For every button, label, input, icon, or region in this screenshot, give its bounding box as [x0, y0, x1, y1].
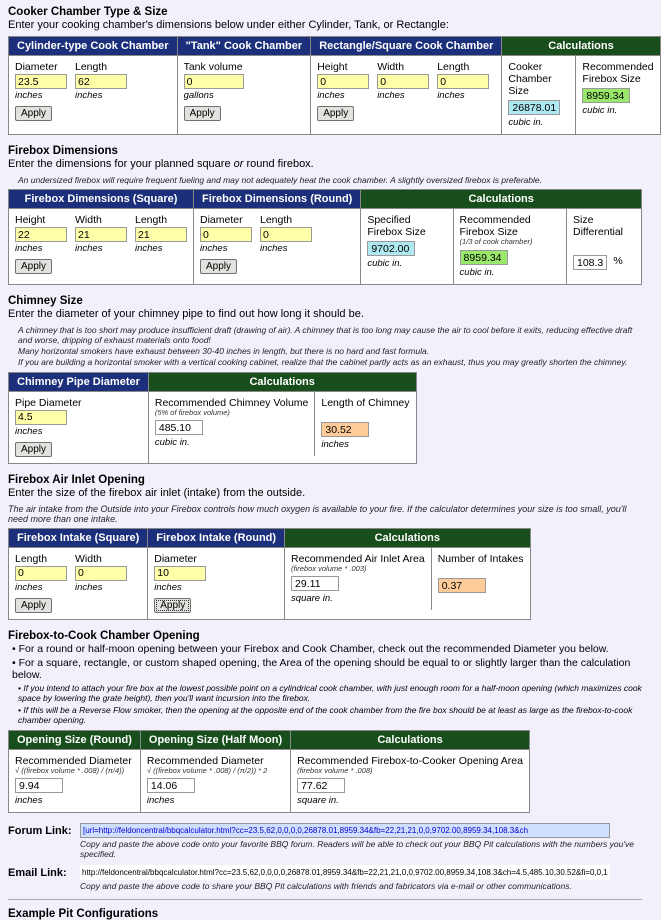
panel-head-opening-round: Opening Size (Round)	[9, 731, 140, 750]
input-cylinder-length[interactable]	[75, 74, 127, 89]
input-rect-width[interactable]	[377, 74, 429, 89]
panel-head-chamber-calc: Calculations	[502, 37, 659, 56]
label-cylinder-length: Length	[75, 61, 108, 73]
field-pipe-diameter	[15, 397, 82, 437]
calc-chimney-length	[315, 392, 415, 456]
units-firebox-width: inches	[75, 243, 103, 255]
input-rect-length[interactable]	[437, 74, 489, 89]
units-opening-half-diameter: inches	[146, 794, 175, 806]
label-opening-half-diameter: Recommended Diameter	[146, 754, 264, 767]
label-number-of-intakes: Number of Intakes	[437, 552, 524, 565]
label-recommended-firebox-size-2: Recommended Firebox Size	[459, 214, 531, 239]
apply-button-intake-square[interactable]: Apply	[15, 598, 52, 613]
panel-head-inlet-calc: Calculations	[285, 529, 529, 548]
panel-cylinder-chamber	[9, 37, 178, 134]
label-rect-length: Length	[437, 61, 470, 73]
panel-head-chimney-pipe: Chimney Pipe Diameter	[9, 373, 148, 392]
chamber-panels	[8, 36, 661, 135]
section-desc-inlet: Enter the size of the firebox air inlet (intake) from the outside.	[8, 486, 306, 499]
section-title-opening: Firebox-to-Cook Chamber Opening	[8, 629, 200, 642]
input-firebox-height[interactable]	[15, 227, 67, 242]
panel-firebox-square	[9, 190, 194, 283]
panel-head-intake-square: Firebox Intake (Square)	[9, 529, 147, 548]
section-desc-firebox	[8, 158, 642, 170]
sub-opening-area: (firebox volume * .008)	[297, 765, 373, 775]
formula-opening-half: √ ((firebox volume * .008) / (π/2)) * 2	[146, 765, 268, 775]
email-link-label: Email Link:	[8, 866, 67, 879]
panel-firebox-round	[194, 190, 361, 283]
units-rect-length: inches	[437, 90, 465, 101]
field-firebox-round-length	[260, 214, 312, 254]
inlet-panels	[8, 528, 531, 620]
panel-head-firebox-square: Firebox Dimensions (Square)	[9, 190, 193, 209]
section-desc-chimney: Enter the diameter of your chimney pipe to find out how long it should be.	[8, 307, 364, 320]
firebox-desc-em: or	[233, 158, 244, 171]
panel-opening-round	[9, 731, 141, 812]
calc-opening-round-diameter	[9, 750, 138, 812]
label-firebox-height: Height	[15, 214, 46, 227]
calc-opening-half-diameter	[141, 750, 273, 812]
apply-button-intake-round[interactable]: Apply	[154, 598, 191, 613]
units-chimney-length: inches	[321, 438, 349, 450]
input-firebox-round-length[interactable]	[260, 227, 312, 242]
label-cook-chamber-size: Cooker Chamber Size	[508, 61, 552, 98]
panel-firebox-calculations	[361, 190, 641, 283]
section-title-firebox: Firebox Dimensions	[8, 145, 118, 158]
calc-cook-chamber-size	[502, 56, 576, 134]
units-tank-volume: gallons	[183, 90, 214, 101]
footer-title: Example Pit Configurations	[8, 907, 159, 920]
input-firebox-length[interactable]	[135, 227, 187, 242]
label-firebox-round-length: Length	[260, 214, 293, 227]
label-size-differential: Size Differential	[573, 214, 623, 239]
opening-panels	[8, 730, 530, 813]
panel-head-opening-half-moon: Opening Size (Half Moon)	[141, 731, 290, 750]
units-firebox-round-length: inches	[260, 243, 288, 255]
units-firebox-length: inches	[135, 243, 163, 255]
panel-head-firebox-calc: Calculations	[361, 190, 641, 209]
value-chimney-volume: 485.10	[155, 420, 203, 435]
value-number-of-intakes: 0.37	[438, 578, 486, 593]
label-recommended-firebox-size: Recommended Firebox Size	[582, 61, 654, 86]
footer-divider	[8, 899, 642, 900]
label-firebox-round-diameter: Diameter	[200, 214, 243, 227]
panel-opening-calculations	[291, 731, 529, 812]
inlet-note: The air intake from the Outside into your Firebox controls how much oxygen is available to your fire. If the calculator determines your size is too small, you'll need more than one intake.	[8, 503, 627, 524]
input-intake-width[interactable]	[75, 566, 127, 581]
units-intake-width: inches	[75, 581, 103, 593]
label-intake-width: Width	[75, 552, 102, 565]
panel-head-opening-calc: Calculations	[291, 731, 529, 750]
opening-bullet-0: • For a round or half-moon opening between your Firebox and Cook Chamber, check out the recommended Diameter you below.	[12, 642, 609, 655]
opening-subbullet-1: • If this will be a Reverse Flow smoker, then the opening at the opposite end of the cook chamber from the fire box should be at least as large as the firebox-to-cook chamber opening.	[18, 704, 633, 725]
panel-head-cylinder: Cylinder-type Cook Chamber	[9, 37, 177, 56]
label-opening-round-diameter: Recommended Diameter	[15, 754, 132, 767]
value-air-inlet-area: 29.11	[291, 576, 339, 591]
panel-tank-chamber	[178, 37, 312, 134]
label-rect-height: Height	[317, 61, 348, 73]
field-firebox-round-diameter	[200, 214, 252, 254]
email-link-hint: Copy and paste the above code to share your BBQ Pit calculations with friends and fabricators via e-mail or other communications.	[80, 880, 572, 891]
field-intake-diameter	[154, 553, 206, 593]
units-air-inlet-area: square in.	[291, 592, 333, 604]
units-pipe-diameter: inches	[15, 425, 43, 437]
panel-inlet-calculations	[285, 529, 529, 619]
panel-head-chimney-calc: Calculations	[149, 373, 416, 392]
units-rect-height: inches	[317, 90, 345, 101]
forum-link-label: Forum Link:	[8, 824, 72, 837]
label-firebox-width: Width	[75, 214, 102, 227]
apply-button-firebox-square[interactable]: Apply	[15, 259, 52, 274]
section-title-chimney: Chimney Size	[8, 294, 83, 307]
value-opening-round-diameter: 9.94	[15, 778, 63, 793]
calc-size-differential	[567, 209, 641, 283]
field-intake-width	[75, 553, 127, 593]
forum-link-row	[8, 823, 642, 838]
forum-link-input[interactable]	[80, 823, 610, 838]
label-chimney-volume: Recommended Chimney Volume	[154, 396, 309, 409]
chimney-note-1: Many horizontal smokers have exhaust between 30-40 inches in length, but there is no hard and fast formula.	[18, 345, 430, 356]
calc-chimney-volume	[149, 392, 316, 456]
chimney-panels	[8, 372, 417, 464]
calc-recommended-firebox-size	[576, 56, 659, 134]
calc-specified-firebox-size	[361, 209, 453, 283]
label-pipe-diameter: Pipe Diameter	[15, 396, 82, 409]
field-rect-length	[437, 61, 489, 101]
panel-chimney-pipe	[9, 373, 149, 463]
units-intake-length: inches	[15, 581, 43, 593]
apply-button-tank[interactable]: Apply	[184, 106, 221, 121]
label-chimney-length: Length of Chimney	[321, 396, 410, 409]
panel-intake-square	[9, 529, 148, 619]
label-intake-diameter: Diameter	[154, 552, 197, 565]
units-firebox-round-diameter: inches	[200, 243, 228, 255]
calc-opening-area	[291, 750, 529, 812]
input-tank-volume[interactable]	[184, 74, 244, 89]
apply-button-chimney[interactable]: Apply	[15, 442, 52, 457]
field-rect-height	[317, 61, 369, 101]
units-opening-area: square in.	[297, 794, 339, 806]
email-link-input[interactable]	[80, 865, 610, 880]
units-specified-firebox-size: cubic in.	[367, 258, 403, 270]
panel-chimney-calculations	[149, 373, 416, 463]
field-intake-length	[15, 553, 67, 593]
field-firebox-length	[135, 214, 187, 254]
firebox-panels	[8, 189, 642, 284]
chimney-note-0: A chimney that is too short may produce insufficient draft (drawing of air). A chimney that is too long may cause the air to cool before it exits, reducing effective draft and worse, dripping of exhaust materials onto food!	[18, 324, 633, 345]
units-cylinder-diameter: inches	[15, 90, 43, 101]
value-size-differential: 108.3	[573, 255, 607, 270]
field-rect-width	[377, 61, 429, 101]
opening-bullet-1: • For a square, rectangle, or custom shaped opening, the Area of the opening should be equal to or slightly larger than the calculation below.	[12, 656, 631, 681]
panel-head-rect: Rectangle/Square Cook Chamber	[311, 37, 501, 56]
units-firebox-height: inches	[15, 243, 43, 255]
panel-rect-chamber	[311, 37, 502, 134]
field-cylinder-diameter	[15, 61, 67, 101]
label-specified-firebox-size: Specified Firebox Size	[367, 214, 426, 239]
units-cook-chamber-size: cubic in.	[508, 117, 544, 129]
label-rect-width: Width	[377, 61, 405, 73]
units-recommended-firebox-size: cubic in.	[582, 105, 618, 117]
value-recommended-firebox-size-2: 8959.34	[460, 250, 508, 265]
apply-button-firebox-round[interactable]: Apply	[200, 259, 237, 274]
calc-recommended-firebox-size-2	[454, 209, 567, 283]
input-rect-height[interactable]	[317, 74, 369, 89]
value-opening-half-diameter: 14.06	[147, 778, 195, 793]
units-cylinder-length: inches	[75, 90, 103, 101]
firebox-note: An undersized firebox will require frequent fueling and may not adequately heat the cook chamber. A slightly oversized firebox is preferable.	[18, 175, 542, 186]
panel-head-intake-round: Firebox Intake (Round)	[148, 529, 284, 548]
input-intake-diameter[interactable]	[154, 566, 206, 581]
value-chimney-length: 30.52	[321, 422, 369, 437]
firebox-desc-pre: Enter the dimensions for your planned square	[8, 158, 234, 171]
input-firebox-width[interactable]	[75, 227, 127, 242]
panel-opening-half-moon	[141, 731, 291, 812]
input-firebox-round-diameter[interactable]	[200, 227, 252, 242]
email-link-row	[8, 865, 642, 880]
label-cylinder-diameter: Diameter	[15, 61, 58, 73]
units-recommended-firebox-size-2: cubic in.	[459, 266, 495, 278]
label-air-inlet-area: Recommended Air Inlet Area	[291, 552, 425, 565]
units-rect-width: inches	[377, 90, 405, 101]
formula-opening-round: √ ((firebox volume * .008) / (π/4))	[15, 765, 125, 775]
sub-chimney-volume: (5% of firebox volume)	[154, 407, 230, 417]
calc-air-inlet-area	[285, 548, 432, 610]
units-intake-diameter: inches	[154, 581, 182, 593]
label-firebox-length: Length	[135, 214, 168, 227]
opening-subbullet-0: • If you intend to attach your fire box at the lowest possible point on a cylindrical cook chamber, with just enough room for a half-moon opening (which maximizes cook space by lowering the grate height), then you'll want incursion into the firebox.	[18, 682, 642, 703]
calc-number-of-intakes	[432, 548, 530, 610]
input-cylinder-diameter[interactable]	[15, 74, 67, 89]
chimney-note-2: If you are building a horizontal smoker with a vertical cooking cabinet, realize that the cabinet partly acts as an exhaust, thus you may greatly shorten the chimney.	[18, 356, 628, 367]
input-pipe-diameter[interactable]	[15, 410, 67, 425]
field-tank-volume	[184, 61, 244, 101]
field-firebox-width	[75, 214, 127, 254]
units-opening-round-diameter: inches	[15, 794, 43, 806]
section-desc-chamber: Enter your cooking chamber's dimensions below under either Cylinder, Tank, or Rectangle:	[8, 19, 449, 31]
label-tank-volume: Tank volume	[183, 61, 243, 73]
panel-chamber-calculations	[502, 37, 659, 134]
panel-intake-round	[148, 529, 285, 619]
label-intake-length: Length	[15, 552, 48, 565]
sub-air-inlet-area: (firebox volume * .003)	[291, 563, 367, 573]
panel-head-firebox-round: Firebox Dimensions (Round)	[194, 190, 360, 209]
value-cook-chamber-size: 26878.01	[508, 100, 560, 115]
units-chimney-volume: cubic in.	[154, 436, 190, 448]
section-title-chamber: Cooker Chamber Type & Size	[8, 6, 168, 18]
section-title-inlet: Firebox Air Inlet Opening	[8, 473, 145, 486]
field-firebox-height	[15, 214, 67, 254]
sub-recommended-firebox-size-2: (1/3 of cook chamber)	[459, 237, 533, 247]
units-size-differential: %	[613, 255, 623, 268]
label-opening-area: Recommended Firebox-to-Cooker Opening Area	[297, 754, 523, 767]
value-specified-firebox-size: 9702.00	[367, 241, 415, 256]
panel-head-tank: "Tank" Cook Chamber	[178, 37, 311, 56]
apply-button-cylinder[interactable]: Apply	[15, 106, 52, 121]
input-intake-length[interactable]	[15, 566, 67, 581]
field-cylinder-length	[75, 61, 127, 101]
value-recommended-firebox-size: 8959.34	[582, 88, 630, 103]
forum-link-hint: Copy and paste the above code onto your favorite BBQ forum. Readers will be able to check out your BBQ Pit calculations with the numbers you've specified.	[80, 838, 634, 859]
apply-button-rect[interactable]: Apply	[317, 106, 354, 121]
value-opening-area: 77.62	[297, 778, 345, 793]
firebox-desc-post: round firebox.	[243, 158, 314, 171]
